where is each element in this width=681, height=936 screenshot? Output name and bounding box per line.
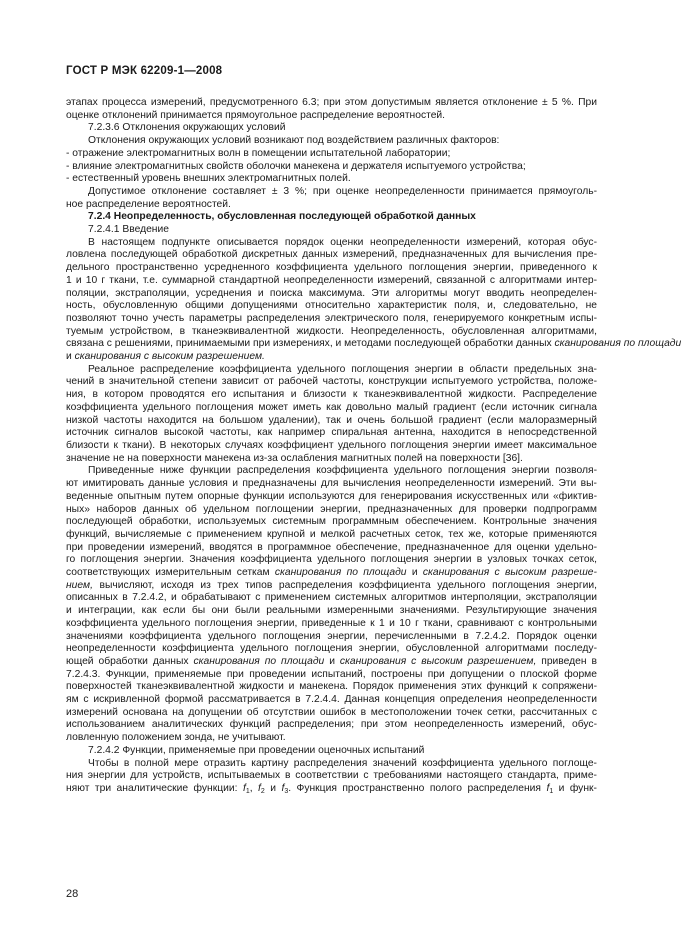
text-line: ют имитировать данные условия и предназначены для вычисления неопределенности измерений. Эти вы-	[66, 478, 597, 490]
text-line: ных» наборов данных об удельном поглощении энергии, предназначенных для проверки подпрограмм	[66, 503, 597, 515]
math-f: f	[258, 782, 261, 794]
subscript: 1	[549, 787, 554, 795]
text-line: последующей обработки, используемых системным программным обеспечением. Контрольные значения	[66, 516, 597, 528]
text-run: связана с решениями, принимаемыми при измерениях, и методами последующей обработки данных	[66, 338, 552, 350]
text-line: функций, вычисляемые с применением крупной и мелкой расчетных сеток, тех же, которые применяются	[66, 528, 597, 540]
text-line: и интеграции, как если бы они были реальными измеренными значениями. Результирующие значения	[66, 605, 597, 617]
text-line: ловлена последующей обработкой дискретных данных измерений, предназначенных для вычисления пре-	[66, 249, 597, 261]
text-line	[66, 656, 597, 669]
page-header: ГОСТ Р МЭК 62209-1—2008	[66, 65, 223, 77]
text-line	[66, 567, 597, 580]
text-line: этапах процесса измерений, предусмотренного 6.3; при этом допустимым является отклонение ± 5 %. При	[66, 97, 597, 108]
italic-run: сканирования по площади	[554, 338, 681, 350]
math-f: f	[546, 782, 550, 794]
text-line: коэффициента удельного поглощения энергии, приведенные к 1 и 10 г ткани, сравнивают с контрольными	[66, 617, 597, 629]
text-line: го поглощения энергии. Значения коэффициента удельного поглощения энергии в узловых точках сеток,	[66, 554, 597, 566]
section-heading: 7.2.4 Неопределенность, обусловленная последующей обработкой данных	[88, 211, 476, 223]
text-line: Приведенные ниже функции распределения коэффициента удельного поглощения энергии позволя-	[88, 465, 597, 477]
text-run: и	[264, 782, 282, 794]
italic-run: сканирования с высоким разрешением,	[339, 655, 537, 667]
text-line: неопределенности коэффициента удельного поглощения энергии, обусловленной алгоритмами последу-	[66, 643, 597, 655]
text-line: ям с искривленной формой рассматривается в 7.2.4.4. Данная концепция определения неопределенности	[66, 694, 597, 706]
math-f: f	[242, 782, 246, 794]
text-line: позволяют точно учесть параметры распределения электрического поля, генерируемого конкретным испы-	[66, 312, 597, 324]
text-run: и функ-	[553, 782, 597, 794]
text-line: Чтобы в полной мере отразить картину распределения значений коэффициента удельного поглоще-	[88, 757, 597, 769]
body-text	[66, 97, 681, 796]
text-line: ность, обусловленную общими допущениями относительно характеристик поля, и, следовательно, не	[66, 300, 597, 312]
text-line: ния, в котором проводятся его испытания и близости к тканеэквивалентной жидкости. Распределение	[66, 389, 597, 401]
text-line: измерений основана на допущении об отсутствии ошибок в местоположении точек сетки, рассчитанных с	[66, 706, 597, 718]
math-f: f	[281, 782, 285, 794]
text-line	[66, 338, 681, 351]
list-item: - влияние электромагнитных свойств оболочки манекена и держателя испытуемого устройства;	[66, 160, 526, 172]
text-line: ное распределение вероятностей.	[66, 198, 231, 210]
clause-heading: 7.2.4.2 Функции, применяемые при проведении оценочных испытаний	[88, 744, 425, 756]
italic-run: сканирования с высоким разреше-	[422, 567, 597, 579]
italic-run: нием,	[66, 579, 93, 591]
text-line: 7.2.4.3. Функции, применяемые при проведении испытаний, построены при допущении о плоской форме	[66, 668, 597, 680]
text-run: вычисляют, исходя из трех типов распределения коэффициента удельного поглощения энергии,	[99, 579, 597, 591]
text-run: соответствующих измерительным сеткам	[66, 567, 270, 579]
subscript: 3	[284, 787, 289, 795]
clause-heading: 7.2.4.1 Введение	[88, 224, 169, 236]
text-run: и	[66, 351, 72, 363]
text-line: чений в значительной степени зависит от рабочей частоты, конструкции испытуемого устройства, положе-	[66, 376, 597, 388]
text-line	[66, 783, 597, 796]
italic-run: сканирования с высоким разрешением.	[74, 351, 265, 363]
text-run: . Функция пространственно полого распределения	[288, 782, 541, 794]
text-line: коэффициента удельного поглощения может иметь как довольно малый градиент (если источник сигнала	[66, 401, 597, 413]
text-line: поверхностей тканеэквивалентной жидкости и манекена. Порядок применения этих функций к сопряжени-	[66, 681, 597, 693]
text-line: использованием аналитических функций распределения; при этом неопределенность измерений, обус-	[66, 719, 597, 731]
text-line: В настоящем подпункте описывается порядок оценки неопределенности измерений, которая обус-	[88, 236, 597, 248]
text-line: источник сигналов высокой частоты, как например спиральная антенна, находится в непосредственной	[66, 427, 597, 439]
text-run: и	[329, 655, 335, 667]
text-run: и	[411, 567, 418, 579]
text-line: близости к ткани). В некоторых случаях коэффициент удельного поглощения энергии имеет максимальное	[66, 439, 597, 451]
text-line: значениями коэффициента удельного поглощения энергии, перечисленными в 7.2.4.2. Порядок оценки	[66, 630, 597, 642]
text-line: значение не на поверхности манекена из-за ослабления магнитных полей на поверхности [36].	[66, 452, 523, 464]
text-run: ,	[249, 782, 259, 794]
text-line: описанных в 7.2.4.2, и обрабатывают с применением системных алгоритмов интерполяции, экстраполяции	[66, 592, 597, 604]
text-line: Реальное распределение коэффициента удельного поглощения энергии в области предельных зна-	[88, 363, 597, 375]
text-line	[66, 580, 597, 593]
italic-run: сканирования по площади	[274, 567, 407, 579]
text-line: дельного пространственно усредненного коэффициента удельного поглощения энергии, приведенного к	[66, 262, 597, 274]
text-line: ния энергии для устройств, испытываемых в соответствии с требованиями настоящего стандарта, приме-	[66, 770, 597, 782]
text-line: веденные опытным путем опорные функции используются для генерирования искусственных или «фиктив-	[66, 490, 597, 502]
clause-heading: 7.2.3.6 Отклонения окружающих условий	[88, 122, 286, 134]
text-line: Допустимое отклонение составляет ± 3 %; при оценке неопределенности принимается прямоуголь-	[88, 185, 597, 197]
text-line	[66, 351, 597, 364]
text-line: низкой частоты находится на большом удалении), так и очень большой градиент (если малоразмерный	[66, 414, 597, 426]
list-item: - естественный уровень внешних электромагнитных полей.	[66, 173, 351, 185]
subscript: 2	[260, 787, 265, 795]
text-line: Отклонения окружающих условий возникают под воздействием различных факторов:	[88, 135, 500, 147]
subscript: 1	[245, 787, 250, 795]
text-line: при проведении измерений, вводятся в программное обеспечение, предназначенное для оценки удельно-	[66, 541, 597, 553]
text-run: приведен в	[541, 655, 597, 667]
list-item: - отражение электромагнитных волн в помещении испытательной лаборатории;	[66, 147, 451, 159]
text-line: оценке отклонений принимается прямоугольное распределение вероятностей.	[66, 109, 446, 121]
text-line: ловленную положением зонда, не учитывают.	[66, 732, 286, 744]
italic-run: сканирования по площади	[193, 655, 325, 667]
text-run: няют три аналитические функции:	[66, 782, 238, 794]
text-run: ющей обработки данных	[66, 655, 189, 667]
text-line: туемым устройством, в тканеэквивалентной жидкости. Неопределенность, обусловленная алгоритмами,	[66, 325, 597, 337]
page-number: 28	[66, 888, 79, 900]
text-line: поляции, экстраполяции, усреднения и поиска максимума. Эти алгоритмы могут вводить неопределен-	[66, 287, 597, 299]
text-line: 1 и 10 г ткани, т.е. суммарной стандартной неопределенности измерений, связанной с алгоритмами интер-	[66, 274, 597, 286]
